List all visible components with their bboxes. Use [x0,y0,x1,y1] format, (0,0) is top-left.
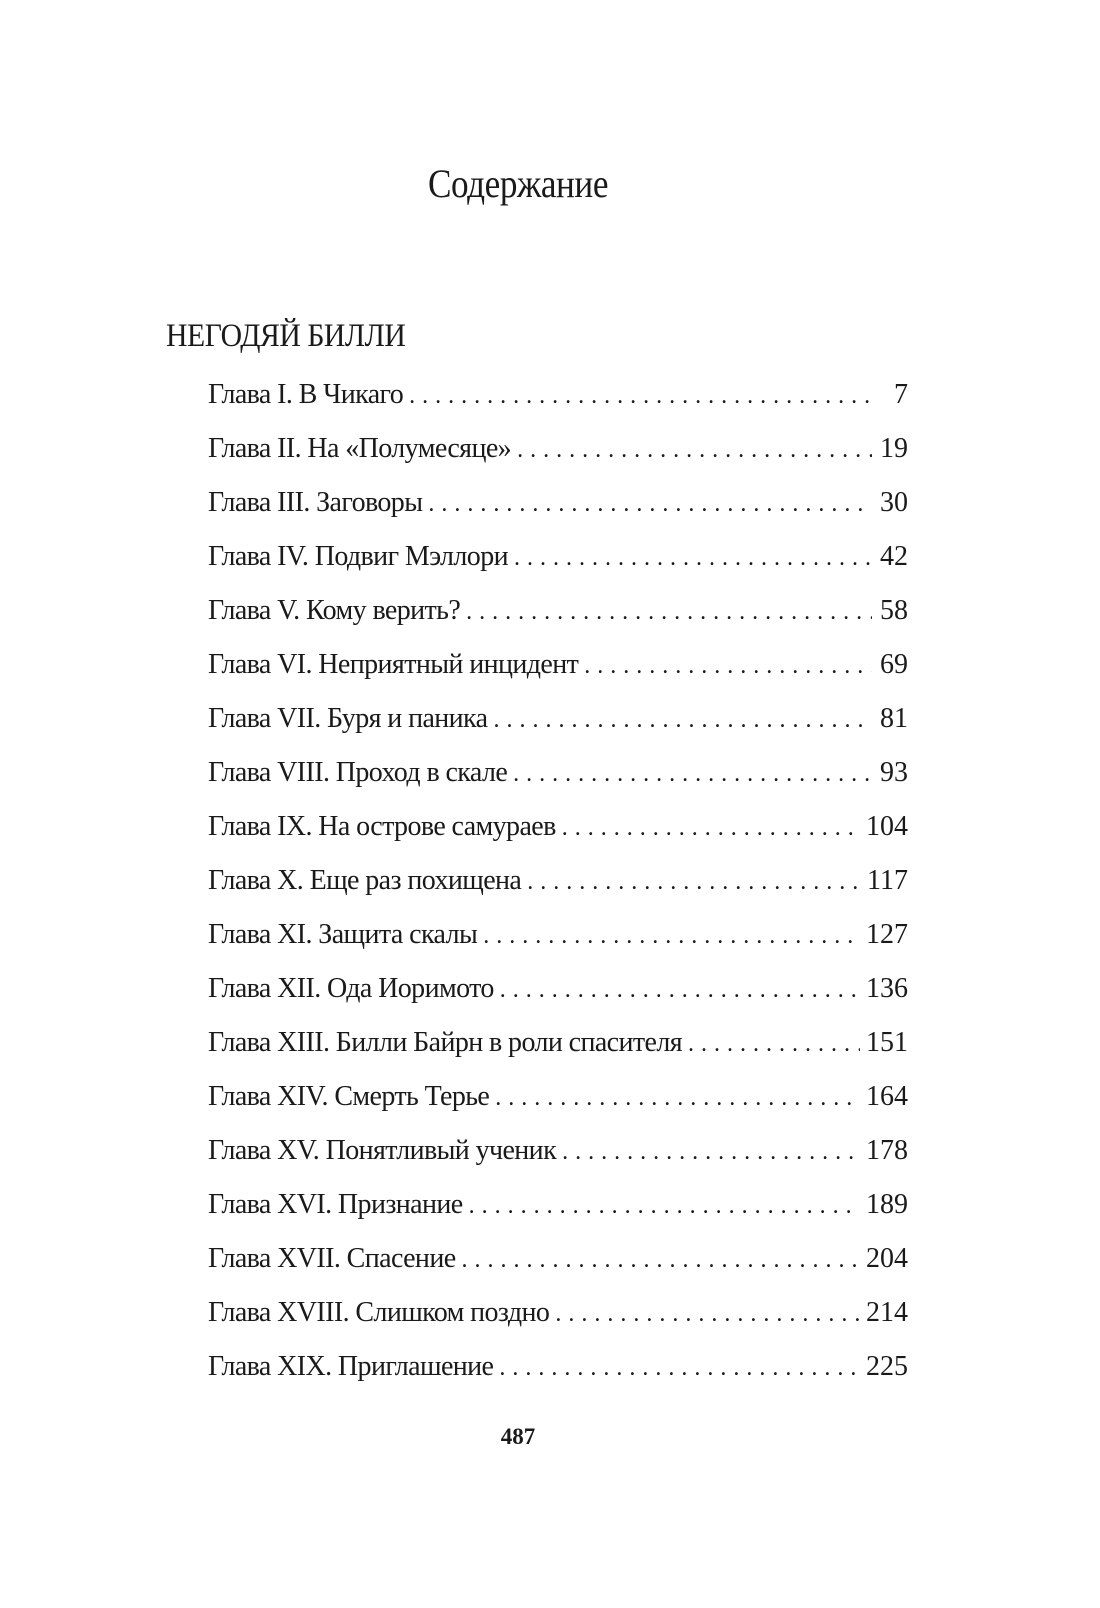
toc-entry-label: Глава VII. Буря и паника [208,703,488,734]
dot-leader [562,1125,860,1179]
toc-entry [208,800,908,854]
dot-leader [555,1287,860,1341]
toc-entry [208,1070,908,1124]
toc-entry [208,746,908,800]
dot-leader [409,369,872,423]
toc-entry [208,692,908,746]
toc-entry [208,422,908,476]
toc-entry-label: Глава XIX. Приглашение [208,1351,494,1382]
toc-entry-label: Глава VI. Неприятный инцидент [208,649,579,680]
toc-entry [208,368,908,422]
toc-entry-label: Глава I. В Чикаго [208,379,404,410]
toc-entry-label: Глава XVII. Спасение [208,1243,456,1274]
dot-leader [514,531,872,585]
toc-entry-label: Глава XVI. Признание [208,1189,463,1220]
dot-leader [499,1341,860,1395]
toc-entry [208,1340,908,1394]
dot-leader [483,909,860,963]
dot-leader [584,639,872,693]
toc-entry [208,1232,908,1286]
dot-leader [527,855,861,909]
toc-entry-page: 19 [880,433,908,464]
toc-entry-page: 69 [880,649,908,680]
part-title: НЕГОДЯЙ БИЛЛИ [166,318,406,354]
toc-entry [208,854,908,908]
toc-entry [208,476,908,530]
dot-leader [469,1179,860,1233]
dot-leader [462,1233,860,1287]
toc-entry [208,1286,908,1340]
toc-entry-page: 189 [866,1189,908,1220]
toc-entry [208,962,908,1016]
toc-entry-page: 178 [866,1135,908,1166]
toc-entry-page: 151 [866,1027,908,1058]
toc-entry-page: 127 [866,919,908,950]
toc-entry-page: 214 [866,1297,908,1328]
toc-entry-label: Глава XV. Понятливый ученик [208,1135,557,1166]
toc-entry [208,1178,908,1232]
toc-entry [208,530,908,584]
dot-leader [493,693,872,747]
toc-entry [208,638,908,692]
toc-entry-label: Глава II. На «Полумесяце» [208,433,512,464]
dot-leader [495,1071,860,1125]
toc-entry-page: 7 [894,379,908,410]
toc-entry [208,584,908,638]
toc-entry-page: 164 [866,1081,908,1112]
toc-entry-label: Глава XI. Защита скалы [208,919,478,950]
dot-leader [466,585,872,639]
dot-leader [500,963,860,1017]
dot-leader [688,1017,860,1071]
toc-entry-label: Глава XIV. Смерть Терье [208,1081,490,1112]
toc-entry-label: Глава VIII. Проход в скале [208,757,508,788]
dot-leader [517,423,872,477]
toc-entry-label: Глава XIII. Билли Байрн в роли спасителя [208,1027,682,1058]
toc-entry-label: Глава IV. Подвиг Мэллори [208,541,508,572]
page-title: Содержание [427,161,609,206]
toc-entry [208,1016,908,1070]
dot-leader [513,747,872,801]
toc-entry-page: 81 [880,703,908,734]
toc-entry-page: 136 [866,973,908,1004]
toc-entry-page: 58 [880,595,908,626]
toc-entry-page: 204 [866,1243,908,1274]
toc-entry-page: 104 [866,811,908,842]
toc-entry-label: Глава IX. На острове самураев [208,811,556,842]
toc-entry-label: Глава V. Кому верить? [208,595,461,626]
dot-leader [428,477,872,531]
toc-entry-page: 42 [880,541,908,572]
toc-entry-page: 225 [866,1351,908,1382]
toc-entry [208,1124,908,1178]
toc-entry-label: Глава XII. Ода Иоримото [208,973,494,1004]
toc-entry-page: 30 [880,487,908,518]
toc-entry [208,908,908,962]
toc-entry-label: Глава XVIII. Слишком поздно [208,1297,550,1328]
toc-entry-page: 117 [867,865,908,896]
page-number: 487 [500,1424,536,1449]
toc-entry-page: 93 [880,757,908,788]
toc-entry-label: Глава III. Заговоры [208,487,423,518]
dot-leader [562,801,860,855]
toc-entry-label: Глава X. Еще раз похищена [208,865,522,896]
table-of-contents [208,368,908,1394]
